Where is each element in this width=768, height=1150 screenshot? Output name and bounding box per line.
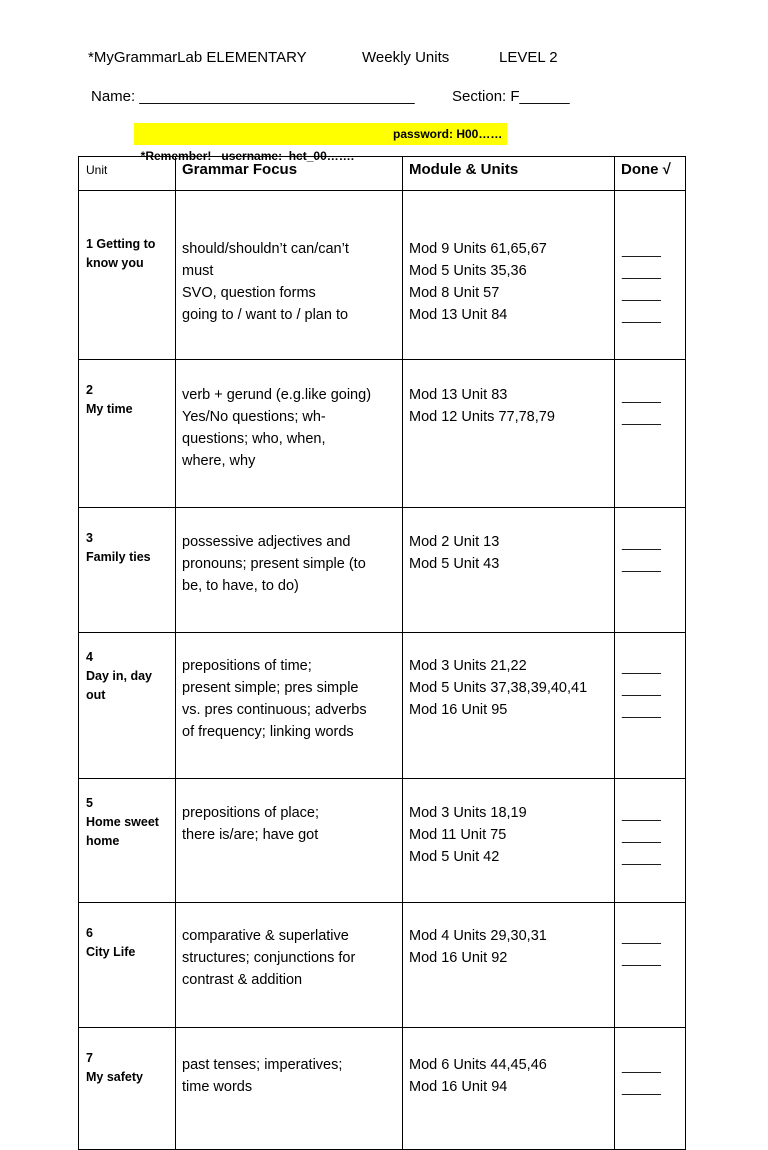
done-cell xyxy=(615,779,686,903)
module-line: Mod 16 Unit 95 xyxy=(409,702,508,718)
unit-line: Day in, day xyxy=(86,669,152,683)
header-grammar-focus: Grammar Focus xyxy=(176,157,403,191)
unit-line: 3 xyxy=(86,531,93,545)
done-blank[interactable]: _____ xyxy=(622,285,661,301)
unit-cell xyxy=(79,779,176,903)
table-row xyxy=(79,633,686,779)
grammar-cell xyxy=(176,508,403,633)
grammar-line: prepositions of time; xyxy=(182,658,312,674)
module-line: Mod 2 Unit 13 xyxy=(409,534,500,550)
modules-cell xyxy=(403,633,615,779)
grammar-cell xyxy=(176,191,403,360)
grammar-line: vs. pres continuous; adverbs xyxy=(182,702,367,718)
grammar-cell xyxy=(176,903,403,1028)
modules-cell xyxy=(403,779,615,903)
module-line: Mod 5 Unit 43 xyxy=(409,556,500,572)
grammar-cell xyxy=(176,779,403,903)
unit-line: City Life xyxy=(86,945,136,959)
done-blank[interactable]: _____ xyxy=(622,702,661,718)
module-line: Mod 4 Units 29,30,31 xyxy=(409,928,547,944)
table-row xyxy=(79,903,686,1028)
modules-cell xyxy=(403,191,615,360)
grammar-line: past tenses; imperatives; xyxy=(182,1057,343,1073)
units-table xyxy=(78,156,686,1150)
done-cell xyxy=(615,508,686,633)
grammar-line: must xyxy=(182,263,214,279)
reminder-password: password: H00…… xyxy=(393,127,503,141)
unit-line: home xyxy=(86,834,120,848)
unit-line: My safety xyxy=(86,1070,143,1084)
done-blank[interactable]: _____ xyxy=(622,827,661,843)
module-line: Mod 16 Unit 92 xyxy=(409,950,508,966)
done-cell xyxy=(615,1028,686,1150)
unit-line: out xyxy=(86,688,106,702)
grammar-line: Yes/No questions; wh- xyxy=(182,409,326,425)
module-line: Mod 8 Unit 57 xyxy=(409,285,500,301)
grammar-cell xyxy=(176,360,403,508)
grammar-line: of frequency; linking words xyxy=(182,724,354,740)
table-row xyxy=(79,779,686,903)
unit-cell xyxy=(79,191,176,360)
unit-cell xyxy=(79,1028,176,1150)
done-cell xyxy=(615,903,686,1028)
modules-cell xyxy=(403,508,615,633)
done-blank[interactable]: _____ xyxy=(622,849,661,865)
grammar-line: questions; who, when, xyxy=(182,431,326,447)
grammar-line: prepositions of place; xyxy=(182,805,320,821)
grammar-line: possessive adjectives and xyxy=(182,534,351,550)
table-row xyxy=(79,191,686,360)
header-module-units: Module & Units xyxy=(403,157,615,191)
done-blank[interactable]: _____ xyxy=(622,263,661,279)
unit-line: 7 xyxy=(86,1051,93,1065)
table-header-row xyxy=(79,157,686,191)
reminder-username: *Remember! username: hct_00……. xyxy=(140,149,355,163)
done-blank[interactable]: _____ xyxy=(622,556,661,572)
module-line: Mod 5 Units 37,38,39,40,41 xyxy=(409,680,588,696)
section-field: Section: F______ xyxy=(452,88,570,105)
level-label: LEVEL 2 xyxy=(499,49,558,66)
modules-cell xyxy=(403,903,615,1028)
unit-cell xyxy=(79,360,176,508)
table-row xyxy=(79,360,686,508)
name-field: Name: _________________________________ xyxy=(91,88,415,105)
module-line: Mod 9 Units 61,65,67 xyxy=(409,241,547,257)
module-line: Mod 3 Units 18,19 xyxy=(409,805,527,821)
grammar-line: should/shouldn’t can/can’t xyxy=(182,241,349,257)
modules-cell xyxy=(403,360,615,508)
unit-line: Home sweet xyxy=(86,815,159,829)
done-blank[interactable]: _____ xyxy=(622,1079,661,1095)
done-blank[interactable]: _____ xyxy=(622,534,661,550)
done-cell xyxy=(615,360,686,508)
unit-cell xyxy=(79,508,176,633)
unit-cell xyxy=(79,633,176,779)
done-blank[interactable]: _____ xyxy=(622,409,661,425)
grammar-line: present simple; pres simple xyxy=(182,680,359,696)
grammar-line: be, to have, to do) xyxy=(182,578,299,594)
unit-line: 2 xyxy=(86,383,93,397)
module-line: Mod 16 Unit 94 xyxy=(409,1079,508,1095)
grammar-line: going to / want to / plan to xyxy=(182,307,349,323)
module-line: Mod 13 Unit 84 xyxy=(409,307,508,323)
done-cell xyxy=(615,191,686,360)
grammar-line: time words xyxy=(182,1079,253,1095)
grammar-line: there is/are; have got xyxy=(182,827,319,843)
header-done: Done √ xyxy=(615,157,686,191)
grammar-line: structures; conjunctions for xyxy=(182,950,356,966)
modules-cell xyxy=(403,1028,615,1150)
unit-line: My time xyxy=(86,402,133,416)
reminder-banner xyxy=(134,123,507,163)
grammar-line: verb + gerund (e.g.like going) xyxy=(182,387,372,403)
module-line: Mod 11 Unit 75 xyxy=(409,827,507,843)
unit-line: know you xyxy=(86,256,144,270)
grammar-line: comparative & superlative xyxy=(182,928,349,944)
done-blank[interactable]: _____ xyxy=(622,658,661,674)
done-blank[interactable]: _____ xyxy=(622,950,661,966)
done-blank[interactable]: _____ xyxy=(622,387,661,403)
done-blank[interactable]: _____ xyxy=(622,928,661,944)
grammar-line: SVO, question forms xyxy=(182,285,316,301)
grammar-line: where, why xyxy=(182,453,256,469)
module-line: Mod 3 Units 21,22 xyxy=(409,658,527,674)
unit-line: 4 xyxy=(86,650,93,664)
weekly-units-label: Weekly Units xyxy=(362,49,450,66)
module-line: Mod 12 Units 77,78,79 xyxy=(409,409,555,425)
table-row xyxy=(79,1028,686,1150)
module-line: Mod 13 Unit 83 xyxy=(409,387,508,403)
grammar-cell xyxy=(176,1028,403,1150)
grammar-cell xyxy=(176,633,403,779)
done-blank[interactable]: _____ xyxy=(622,1057,661,1073)
grammar-line: contrast & addition xyxy=(182,972,303,988)
done-blank[interactable]: _____ xyxy=(622,680,661,696)
grammar-line: pronouns; present simple (to xyxy=(182,556,366,572)
unit-line: 5 xyxy=(86,796,93,810)
unit-line: Family ties xyxy=(86,550,151,564)
document-title: *MyGrammarLab ELEMENTARY xyxy=(88,49,307,66)
unit-cell xyxy=(79,903,176,1028)
done-blank[interactable]: _____ xyxy=(622,241,661,257)
done-blank[interactable]: _____ xyxy=(622,307,661,323)
unit-line: 6 xyxy=(86,926,93,940)
done-cell xyxy=(615,633,686,779)
done-blank[interactable]: _____ xyxy=(622,805,661,821)
unit-line: 1 Getting to xyxy=(86,237,156,251)
module-line: Mod 5 Unit 42 xyxy=(409,849,500,865)
table-row xyxy=(79,508,686,633)
header-unit: Unit xyxy=(79,157,176,191)
module-line: Mod 6 Units 44,45,46 xyxy=(409,1057,547,1073)
module-line: Mod 5 Units 35,36 xyxy=(409,263,527,279)
